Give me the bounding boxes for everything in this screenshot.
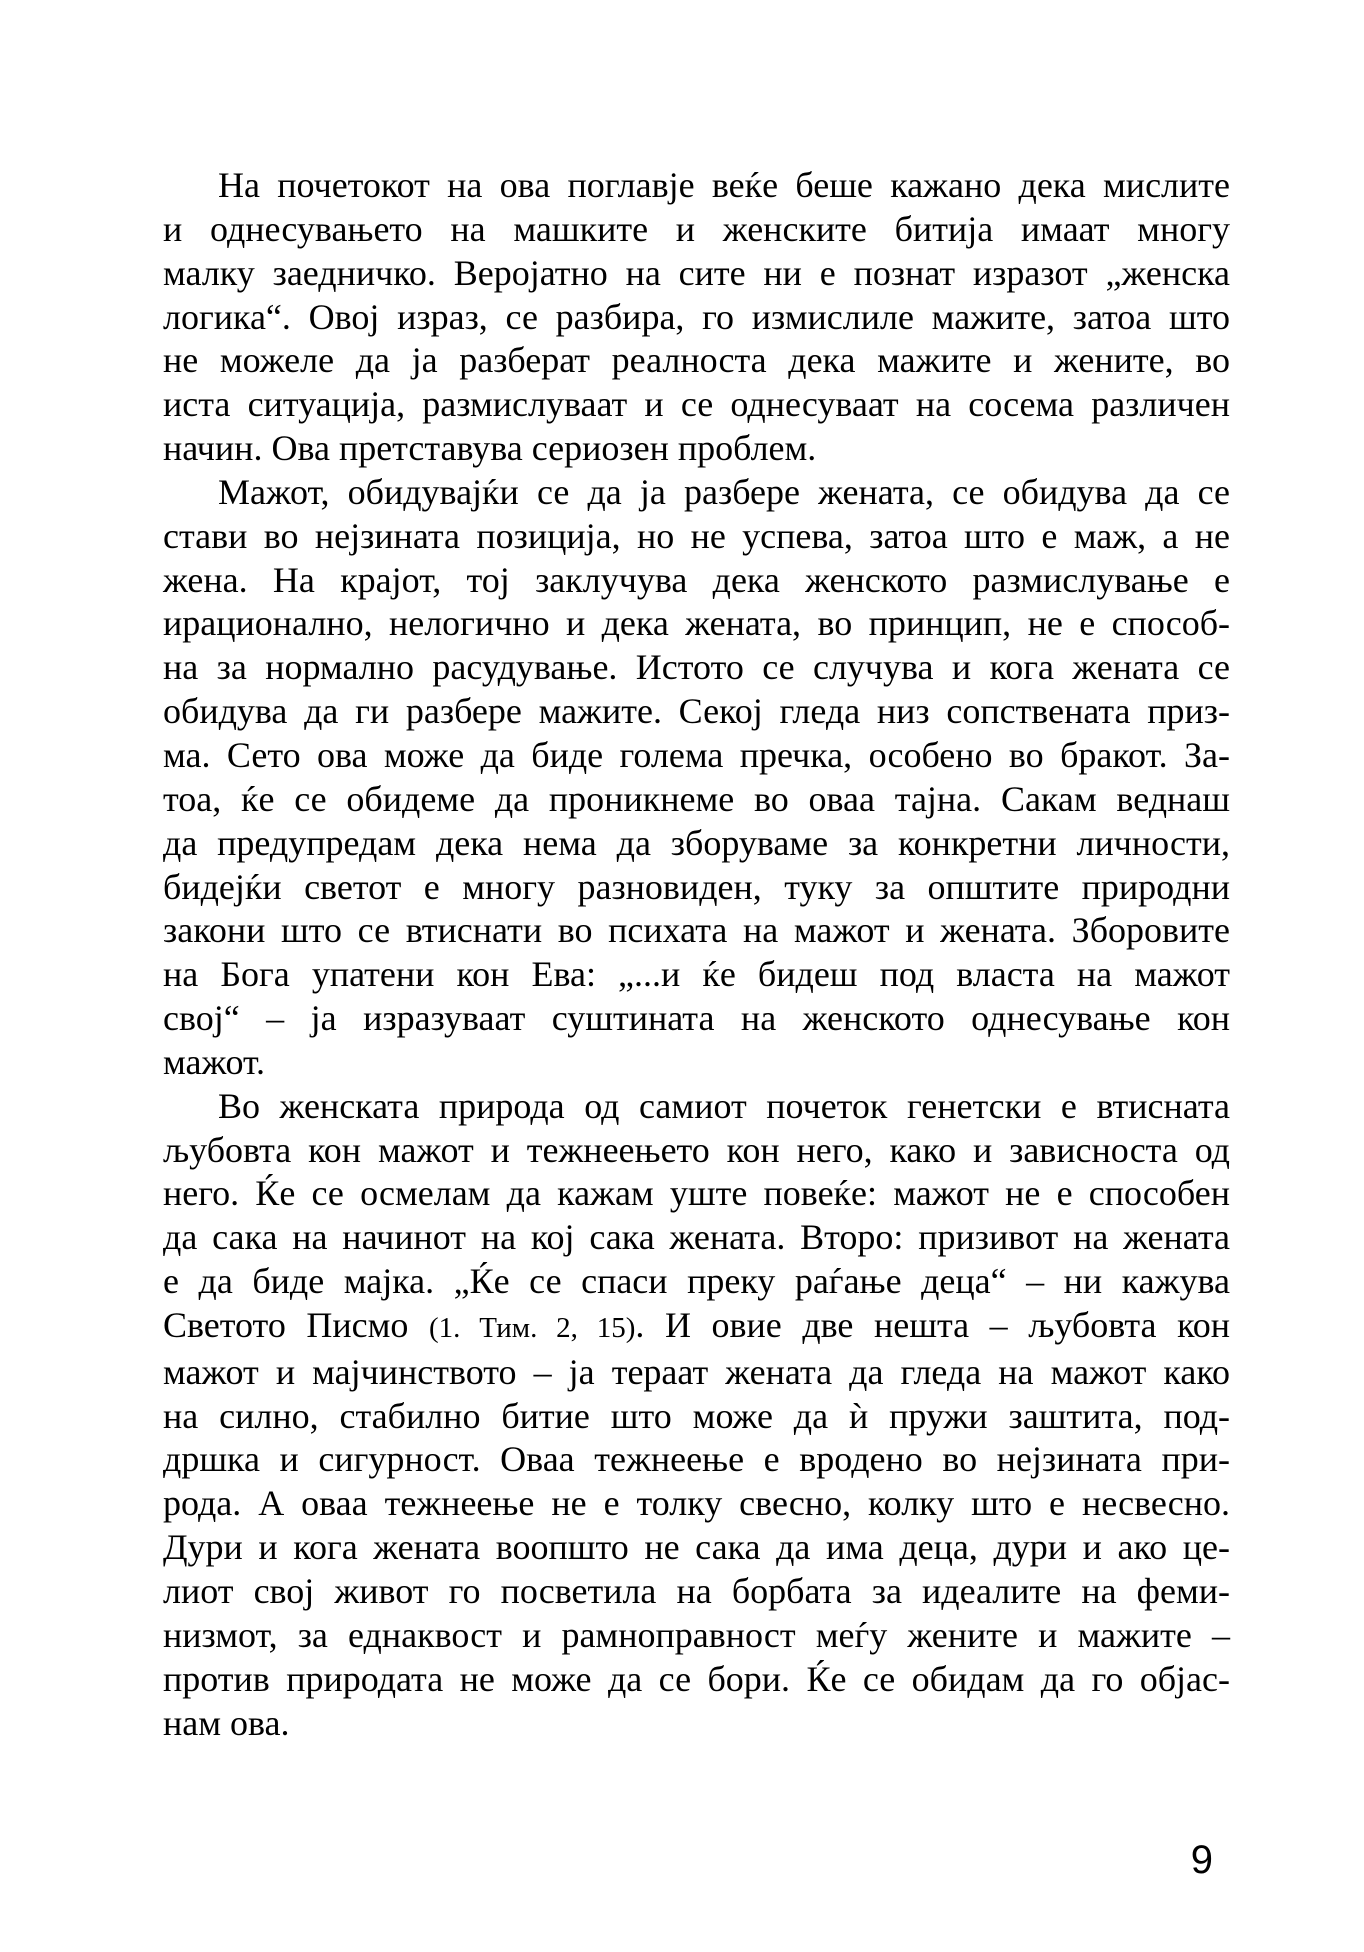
text-line: не можеле да ја разберат реалноста дека мажите и жените, во — [163, 340, 1230, 381]
text-line: против природата не може да се бори. Ќе се обидам да го објас- — [163, 1658, 1230, 1699]
text-line: рода. А оваа тежнеење не е толку свесно, колку што е несвесно. — [163, 1483, 1230, 1524]
text-line: мажот. — [163, 1041, 266, 1082]
text-line: на силно, стабилно битие што може да ѝ пружи заштита, под- — [163, 1395, 1230, 1436]
text-line: Дури и кога жената воопшто не сака да има деца, дури и ако це- — [163, 1527, 1230, 1568]
text-line: жена. На крајот, тој заклучува дека женското размислување е — [163, 559, 1230, 600]
text-line: низмот, за еднаквост и рамноправност меѓу жените и мажите – — [163, 1614, 1230, 1655]
text-line: дршка и сигурност. Оваа тежнеење е вродено во нејзината при- — [163, 1439, 1230, 1480]
paragraph-1 — [163, 164, 1230, 471]
text-line — [163, 1304, 1230, 1351]
text-line: мажот и мајчинството – ја тераат жената да гледа на мажот како — [163, 1351, 1230, 1392]
page-number: 9 — [1190, 1838, 1213, 1882]
text-line: лиот свој живот го посветила на борбата за идеалите на феми- — [163, 1571, 1230, 1611]
paragraph-2 — [163, 471, 1230, 1085]
text-line: На почетокот на ова поглавје веќе беше кажано дека мислите — [218, 165, 1230, 205]
text-line: Мажот, обидувајќи се да ја разбере жената, се обидува да се — [218, 471, 1230, 512]
text-line: него. Ќе се осмелам да кажам уште повеќе: мажот не е способен — [163, 1173, 1230, 1214]
text-line: иста ситуација, размислуваат и се однесуваат на сосема различен — [163, 384, 1230, 425]
text-line: е да биде мајка. „Ќе се спаси преку раѓање деца“ – ни кажува — [163, 1261, 1230, 1302]
text-line: тоа, ќе се обидеме да проникнеме во оваа тајна. Сакам веднаш — [163, 778, 1230, 819]
text-segment: Светото Писмо — [163, 1304, 429, 1345]
text-line: свој“ – ја изразуваат суштината на женското однесување кон — [163, 998, 1230, 1039]
text-line: ирационално, нелогично и дека жената, во принцип, не е способ- — [163, 603, 1230, 644]
text-line: да сака на начинот на кој сака жената. Второ: призивот на жената — [163, 1217, 1230, 1258]
text-line: обидува да ги разбере мажите. Секој гледа низ сопствената приз- — [163, 691, 1230, 732]
text-line: нам ова. — [163, 1702, 290, 1743]
text-line: стави во нејзината позиција, но не успева, затоа што е маж, а не — [163, 515, 1230, 556]
text-line: малку заедничко. Веројатно на сите ни е познат изразот „женска — [163, 252, 1230, 293]
text-line: закони што се втиснати во психата на мажот и жената. Зборовите — [163, 910, 1230, 951]
text-line: Во женската природа од самиот почеток генетски е втисната — [218, 1085, 1230, 1126]
text-line: на Бога упатени кон Ева: „...и ќе бидеш под власта на мажот — [163, 954, 1230, 995]
text-line: ма. Сето ова може да биде голема пречка, особено во бракот. За- — [163, 734, 1230, 775]
paragraph-3 — [163, 1085, 1230, 1746]
text-segment: . И овие две нешта – љубовта кон — [635, 1304, 1230, 1345]
text-line: да предупредам дека нема да зборуваме за конкретни личности, — [163, 822, 1230, 863]
text-line: логика“. Овој израз, се разбира, го измислиле мажите, затоа што — [163, 296, 1230, 337]
bible-citation: (1. Тим. 2, 15) — [428, 1311, 636, 1344]
text-line: на за нормално расудување. Истото се случува и кога жената се — [163, 647, 1230, 688]
text-line: бидејќи светот е многу разновиден, туку за општите природни — [163, 866, 1230, 907]
text-line: и однесувањето на машките и женските битија имаат многу — [163, 208, 1230, 249]
text-line: начин. Ова претставува сериозен проблем. — [163, 428, 817, 469]
text-line: љубовта кон мажот и тежнеењето кон него, како и зависноста од — [163, 1129, 1230, 1170]
text-block — [163, 164, 1230, 1745]
